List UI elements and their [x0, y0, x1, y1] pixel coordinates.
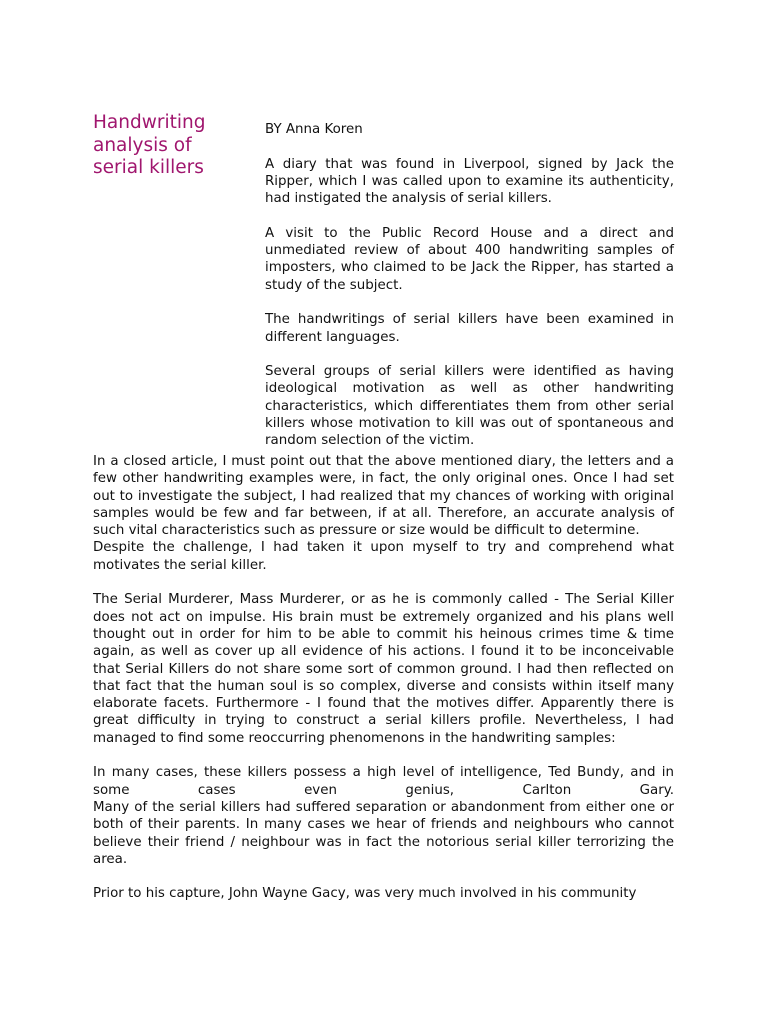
intro-column — [265, 121, 674, 450]
article-title: Handwriting analysis of serial killers — [93, 112, 206, 178]
body-column — [93, 453, 674, 903]
body-paragraph: The Serial Murderer, Mass Murderer, or as he is commonly called - The Serial Killer does not act on impulse. His brain must be extremely organized and his plans well thought out in order for him to be able to commit his heinous crimes time & time again, as well as cover up all evidence of his actions. I found it to be inconceivable that Serial Killers do not share some sort of common ground. I had then reflected on that fact that the human soul is so complex, diverse and consists within itself many elaborate facets. Furthermore - I found that the motives differ. Apparently there is great difficulty in trying to construct a serial killers profile. Nevertheless, I had managed to find some reoccurring phenomenons in the handwriting samples: — [93, 592, 674, 746]
body-paragraph: In a closed article, I must point out that the above mentioned diary, the letters and a few other handwriting examples were, in fact, the only original ones. Once I had set out to investigate the subject, I had realized that my chances of working with original samples would be few and far between, if at all. Therefore, an accurate analysis of such vital characteristics such as pressure or size would be difficult to determine. — [93, 454, 674, 539]
intro-paragraph: Several groups of serial killers were identified as having ideological motivation as well as other handwriting characteristics, which differentiates them from other serial killers whose motivation to kill was out of spontaneous and random selection of the victim. — [265, 364, 674, 449]
byline: BY Anna Koren — [265, 122, 363, 137]
body-paragraph: Many of the serial killers had suffered separation or abandonment from either one or both of their parents. In many cases we hear of friends and neighbours who cannot believe their friend / neighbour was in fact the notorious serial killer terrorizing the area. — [93, 799, 674, 867]
intro-paragraph: A visit to the Public Record House and a direct and unmediated review of about 400 handwriting samples of imposters, who claimed to be Jack the Ripper, has started a study of the subject. — [265, 225, 674, 293]
body-paragraph: Despite the challenge, I had taken it upon myself to try and comprehend what motivates the serial killer. — [93, 540, 674, 573]
intro-paragraph: The handwritings of serial killers have been examined in different languages. — [265, 312, 674, 345]
body-paragraph: Prior to his capture, John Wayne Gacy, was very much involved in his community — [93, 886, 637, 902]
body-paragraph: In many cases, these killers possess a high level of intelligence, Ted Bundy, and in some cases even genius, Carlton Gary. — [93, 765, 674, 798]
intro-paragraph: A diary that was found in Liverpool, signed by Jack the Ripper, which I was called upon to examine its authenticity, had instigated the analysis of serial killers. — [265, 156, 674, 207]
